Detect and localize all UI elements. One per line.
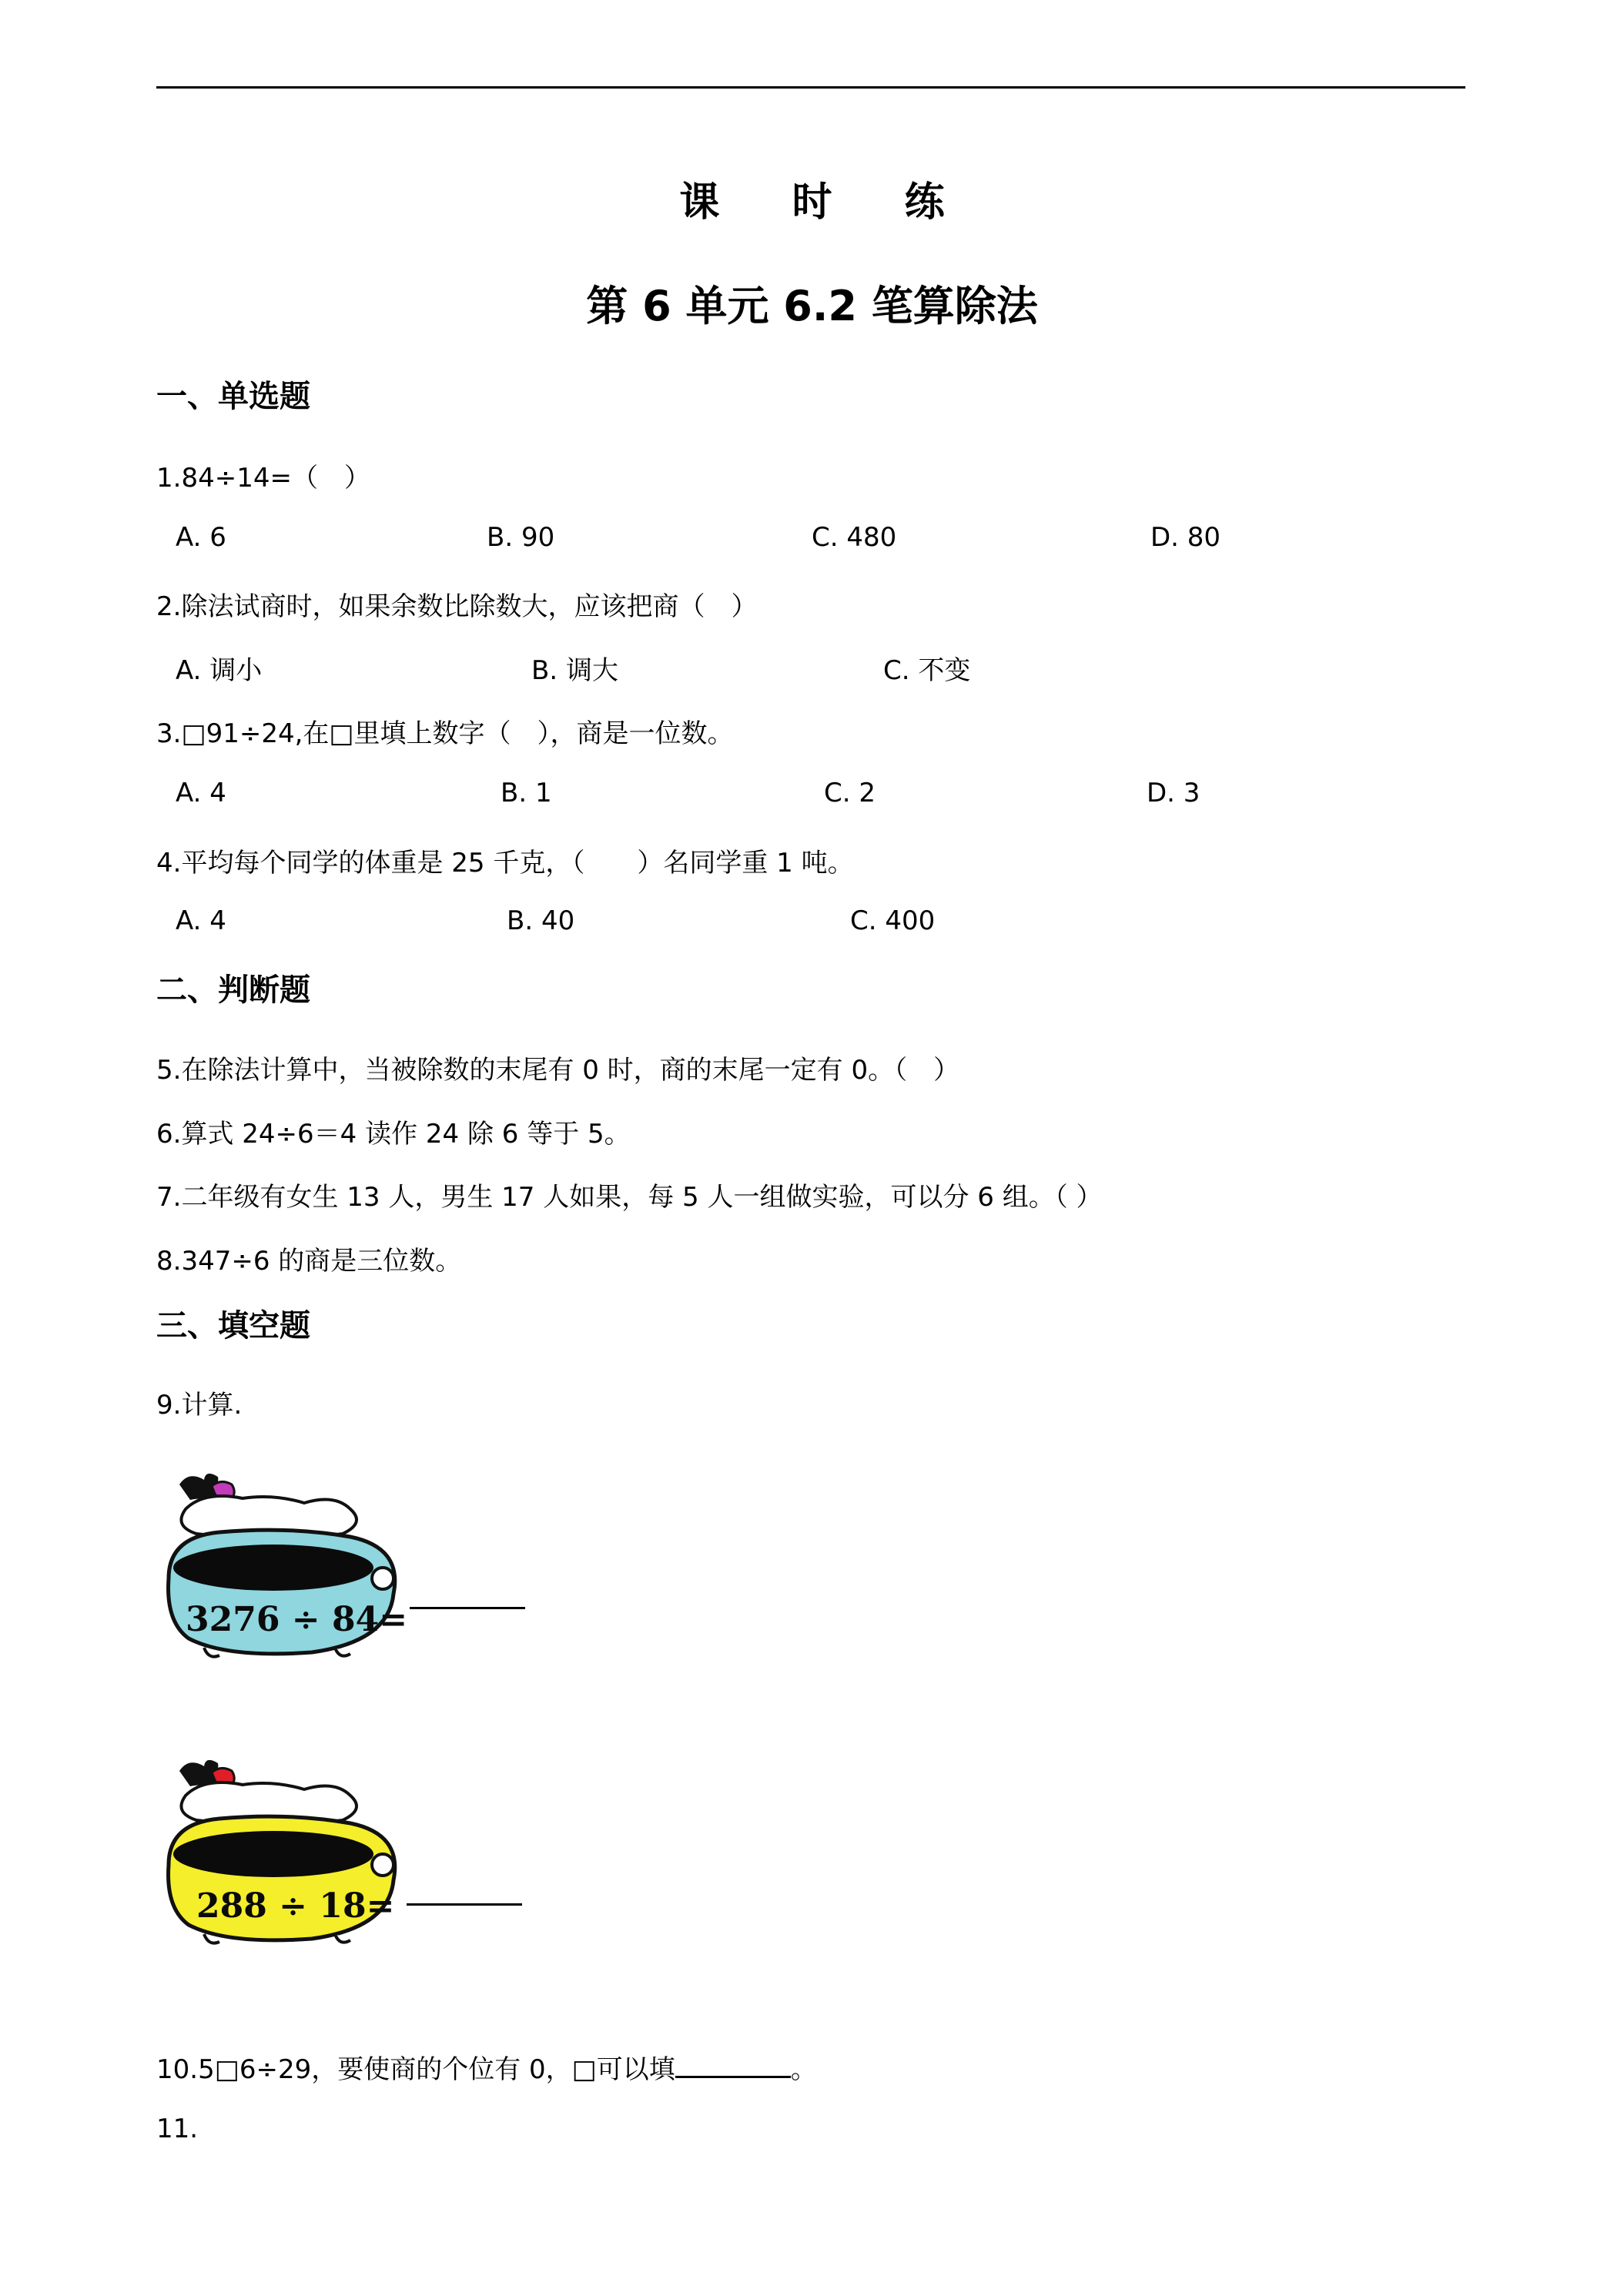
q10-text-end: 。 xyxy=(790,2054,817,2085)
q2-option-c[interactable]: C. 不变 xyxy=(883,655,971,686)
question-8: 8.347÷6 的商是三位数。 xyxy=(156,1246,462,1277)
question-2: 2.除法试商时，如果余数比除数大，应该把商（ ） xyxy=(156,591,758,622)
question-3: 3.□91÷24,在□里填上数字（ ），商是一位数。 xyxy=(156,718,734,749)
q3-option-a[interactable]: A. 4 xyxy=(176,778,226,808)
section-heading-true-false: 二、判断题 xyxy=(156,972,310,1008)
q10-answer-blank[interactable] xyxy=(675,2071,791,2078)
q1-option-d[interactable]: D. 80 xyxy=(1150,522,1221,553)
question-6: 6.算式 24÷6＝4 读作 24 除 6 等于 5。 xyxy=(156,1119,631,1150)
q3-option-d[interactable]: D. 3 xyxy=(1147,778,1200,808)
question-5: 5.在除法计算中，当被除数的末尾有 0 时，商的末尾一定有 0。（ ） xyxy=(156,1055,960,1086)
page-subtitle: 第 6 单元 6.2 笔算除法 xyxy=(586,282,1038,330)
q9-answer-blank-1[interactable] xyxy=(410,1598,525,1612)
q4-option-c[interactable]: C. 400 xyxy=(850,905,936,936)
q9-answer-blank-2[interactable] xyxy=(407,1894,522,1909)
q1-option-a[interactable]: A. 6 xyxy=(176,522,226,553)
question-11: 11. xyxy=(156,2114,199,2144)
q2-option-a[interactable]: A. 调小 xyxy=(176,655,263,686)
question-1: 1.84÷14=（ ） xyxy=(156,463,370,494)
pot-2-expression: 288 ÷ 18= xyxy=(196,1886,395,1926)
question-10 xyxy=(156,2048,817,2086)
q4-option-b[interactable]: B. 40 xyxy=(507,905,575,936)
header-rule xyxy=(156,86,1465,89)
q3-option-c[interactable]: C. 2 xyxy=(824,778,876,808)
pot-1-expression: 3276 ÷ 84= xyxy=(186,1600,404,1639)
q1-option-b[interactable]: B. 90 xyxy=(487,522,555,553)
section-heading-single-choice: 一、单选题 xyxy=(156,379,310,414)
section-heading-fill-blank: 三、填空题 xyxy=(156,1308,310,1344)
page-title: 课 时 练 xyxy=(679,179,974,226)
q4-option-a[interactable]: A. 4 xyxy=(176,905,226,936)
question-7: 7.二年级有女生 13 人，男生 17 人如果，每 5 人一组做实验，可以分 6 组。（ ） xyxy=(156,1182,1103,1213)
q10-text: 10.5□6÷29，要使商的个位有 0，□可以填 xyxy=(156,2054,675,2085)
q3-option-b[interactable]: B. 1 xyxy=(501,778,552,808)
question-9: 9.计算. xyxy=(156,1390,243,1421)
pot-illustration-2 xyxy=(158,1749,404,1965)
pot-icon xyxy=(158,1463,404,1678)
q2-option-b[interactable]: B. 调大 xyxy=(531,655,618,686)
pot-icon xyxy=(158,1749,404,1965)
question-4: 4.平均每个同学的体重是 25 千克，（ ）名同学重 1 吨。 xyxy=(156,848,854,879)
q1-option-c[interactable]: C. 480 xyxy=(812,522,897,553)
pot-illustration-1 xyxy=(158,1463,404,1678)
